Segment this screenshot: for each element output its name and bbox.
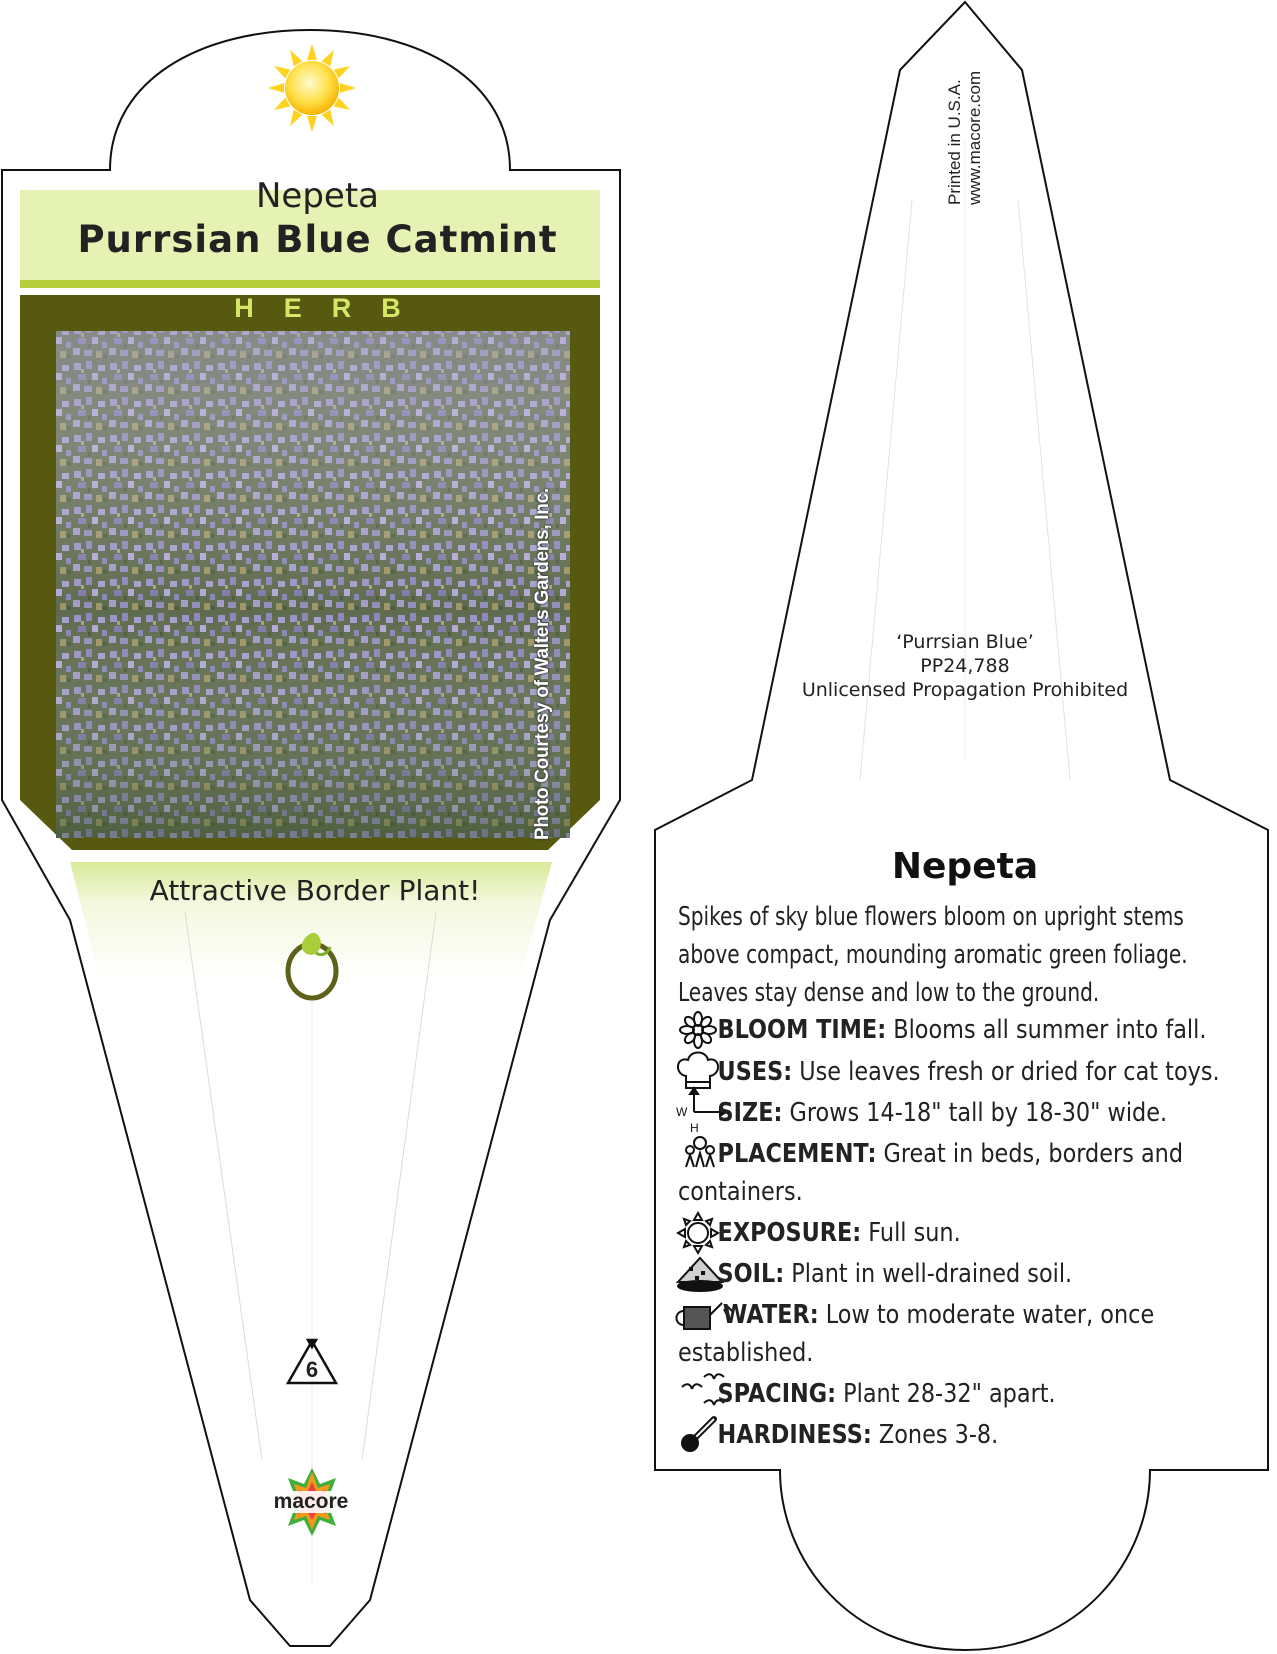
detail-text: Use leaves fresh or dried for cat toys. [792,1057,1220,1087]
detail-text: Full sun. [861,1218,961,1248]
common-name: Purrsian Blue Catmint [77,218,558,261]
detail-exposure [678,1214,961,1252]
detail-text: Blooms all summer into fall. [886,1015,1207,1045]
photo-credit: Photo Courtesy of Walters Gardens, Inc. [532,488,553,840]
detail-label: EXPOSURE: [717,1218,862,1248]
detail-water [678,1296,1154,1334]
tagline: Attractive Border Plant! [149,874,481,907]
patent-line-1: ‘Purrsian Blue’ [896,631,1034,653]
detail-label: SPACING: [717,1379,837,1409]
printed-line-2: www.macore.com [965,70,984,205]
category-label: HERB [234,293,431,323]
printed-line-1: Printed in U.S.A. [945,79,964,205]
svg-text:H: H [690,1121,699,1135]
detail-label: USES: [717,1057,793,1087]
patent-line-2: PP24,788 [920,655,1010,677]
plant-description: Spikes of sky blue flowers bloom on upright stems above compact, mounding aromatic green foliage. Leaves stay dense and low to the ground. [678,902,1188,1008]
detail-text: Plant in well-drained soil. [784,1259,1073,1289]
detail-text: Grows 14-18" tall by 18-30" wide. [782,1098,1168,1128]
detail-placement [678,1135,1183,1173]
recycle-code: 6 [305,1357,319,1382]
brand-name: macore [273,1490,349,1513]
detail-label: HARDINESS: [717,1420,872,1450]
detail-label: WATER: [722,1300,819,1330]
detail-spacing [678,1375,1056,1413]
detail-bloom-time [678,1011,1206,1049]
detail-text: Low to moderate water, once [818,1300,1155,1330]
genus-title: Nepeta [255,176,380,216]
detail-label: SOIL: [717,1259,785,1289]
detail-text: Plant 28-32" apart. [836,1379,1056,1409]
detail-label: PLACEMENT: [717,1139,877,1169]
svg-text:W: W [676,1105,688,1119]
detail-label: BLOOM TIME: [717,1015,887,1045]
detail-text: Great in beds, borders and [876,1139,1184,1169]
patent-notice [760,630,1170,702]
detail-placement-cont: containers. [678,1177,803,1207]
detail-soil [678,1255,1072,1293]
detail-hardiness [678,1416,998,1454]
detail-uses [678,1053,1220,1091]
back-heading: Nepeta [891,846,1039,887]
detail-text: Zones 3-8. [871,1420,999,1450]
detail-size [678,1094,1167,1132]
detail-water-cont: established. [678,1338,814,1368]
patent-line-3: Unlicensed Propagation Prohibited [801,679,1129,701]
printed-note [945,71,985,205]
detail-label: SIZE: [717,1098,783,1128]
